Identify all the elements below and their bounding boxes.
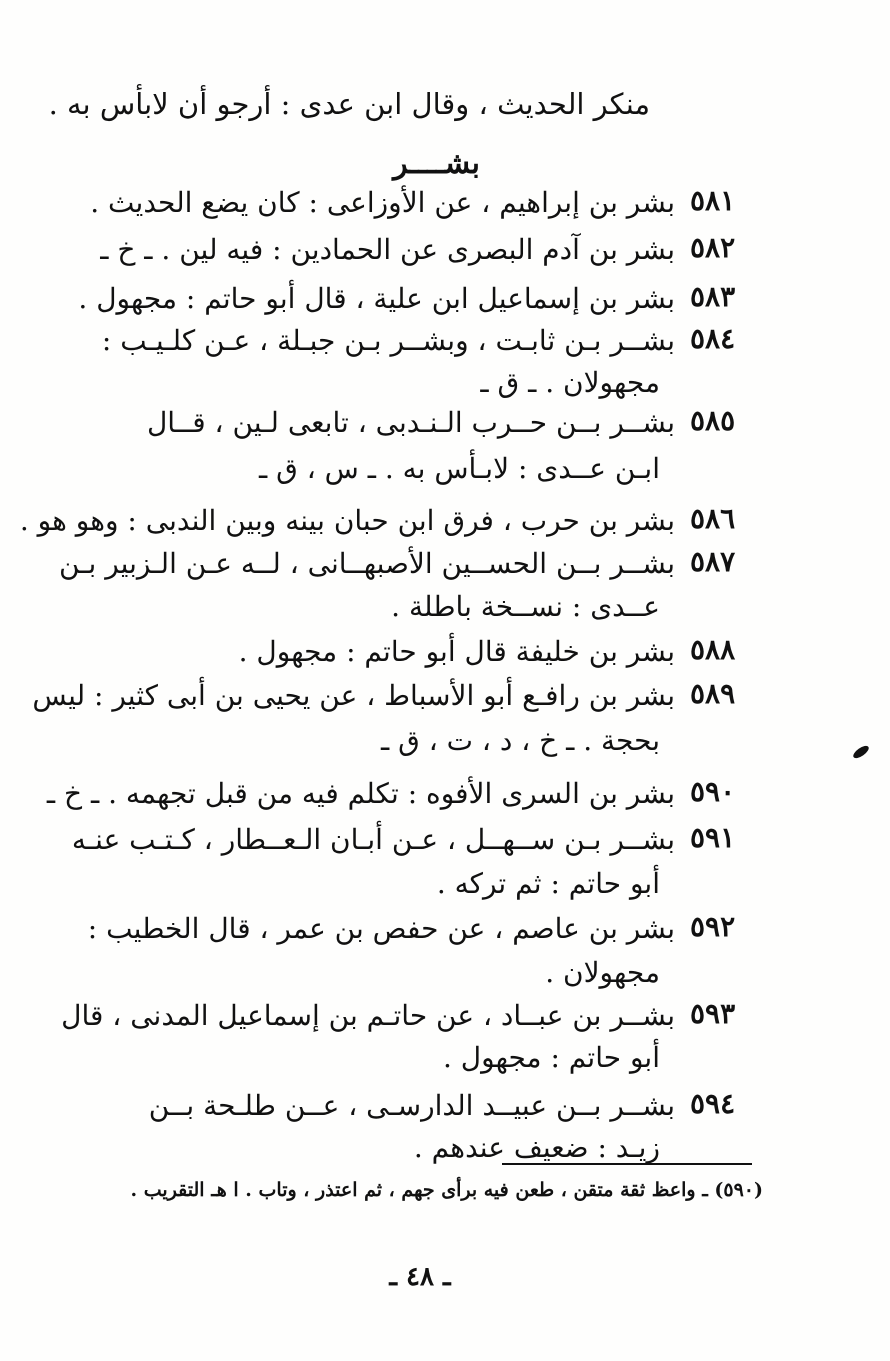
entry-number: ٥٨٨	[690, 633, 736, 666]
entry-text: بشــر بن عبــاد ، عن حاتـم بن إسماعيل المدنى ، قال	[61, 999, 675, 1032]
entry-text: بشــر بـن ثابـت ، وبشــر بـن جبـلة ، عـن كلـيـب :	[101, 324, 675, 357]
entry-number: ٥٩٣	[690, 997, 736, 1030]
entry-text: بشر بن إسماعيل ابن علية ، قال أبو حاتم : مجهول .	[78, 282, 675, 315]
entry-text: بشــر بــن الحســين الأصبهــانى ، لــه عـن الـزبير بـن	[59, 547, 675, 580]
entry-number: ٥٨٧	[690, 545, 736, 578]
entry-text: بشــر بــن عبيــد الدارسـى ، عــن طلـحة بــن	[148, 1089, 675, 1122]
entry-text: بشر بن آدم البصرى عن الحمادين : فيه لين . ـ خ ـ	[100, 233, 675, 266]
entry-number: ٥٨٤	[690, 322, 736, 355]
entry-continuation: أبو حاتم : مجهول .	[442, 1041, 660, 1074]
entry-number: ٥٨٢	[690, 231, 736, 264]
entry-number: ٥٨٥	[690, 404, 736, 437]
entry-text: بشر بن إبراهيم ، عن الأوزاعى : كان يضع الحديث .	[90, 186, 675, 219]
entry-text: بشر بن حرب ، فرق ابن حبان بينه وبين الندبى : وهو هو .	[19, 504, 675, 537]
entry-text: بشــر بــن حــرب الـنـدبى ، تابعى لـين ، قــال	[146, 406, 675, 439]
intro-line: منكر الحديث ، وقال ابن عدى : أرجو أن لابأس به .	[48, 87, 650, 121]
entry-text: بشــر بـن ســهــل ، عـن أبـان الـعــطار ، كـتـب عنـه	[71, 823, 675, 856]
entry-continuation: عــدى : نســخة باطلة .	[391, 590, 660, 623]
footnote-rule	[502, 1163, 752, 1165]
ink-speck	[851, 744, 870, 761]
entry-text: بشر بن رافـع أبو الأسباط ، عن يحيى بن أبى كثير : ليس	[32, 679, 675, 712]
footnote: (٥٩٠) ـ واعظ ثقة متقن ، طعن فيه برأى جهم ، ثم اعتذر ، وتاب . ا هـ التقريب .	[130, 1179, 763, 1201]
entry-text: بشر بن عاصم ، عن حفص بن عمر ، قال الخطيب :	[87, 912, 675, 945]
entry-number: ٥٩٢	[690, 910, 736, 943]
entry-number: ٥٨٦	[690, 502, 736, 535]
entry-continuation: زيـد : ضعيف عندهم .	[413, 1131, 660, 1164]
section-heading: بشــــر	[393, 146, 480, 181]
entry-number: ٥٩١	[690, 821, 736, 854]
entry-text: بشر بن خليفة قال أبو حاتم : مجهول .	[238, 635, 675, 668]
entry-continuation: أبو حاتم : ثم تركه .	[436, 867, 660, 900]
entry-continuation: مجهولان .	[545, 956, 660, 989]
entry-number: ٥٨٩	[690, 677, 736, 710]
entry-number: ٥٨٣	[690, 280, 736, 313]
entry-text: بشر بن السرى الأفوه : تكلم فيه من قبل تجهمه . ـ خ ـ	[46, 777, 675, 810]
page-number: ـ ٤٨ ـ	[389, 1262, 451, 1292]
entry-number: ٥٨١	[690, 184, 736, 217]
entry-continuation: مجهولان . ـ ق ـ	[480, 366, 660, 399]
entry-number: ٥٩٠	[690, 775, 736, 808]
entry-continuation: بحجة . ـ خ ، د ، ت ، ق ـ	[380, 724, 660, 757]
entry-number: ٥٩٤	[690, 1087, 736, 1120]
entry-continuation: ابـن عــدى : لابـأس به . ـ س ، ق ـ	[259, 452, 660, 485]
